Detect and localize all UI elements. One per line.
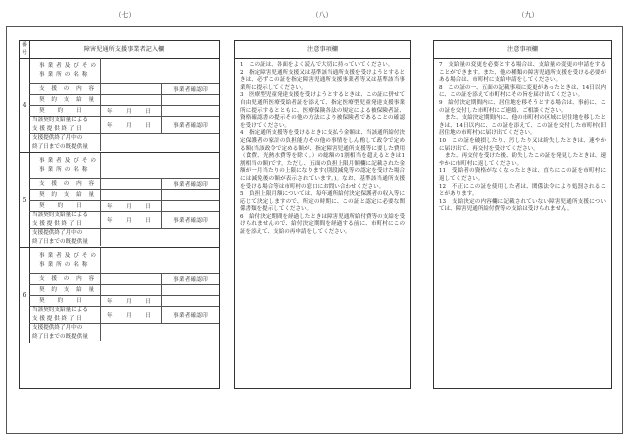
field-value <box>101 274 162 284</box>
record-number: 4 <box>20 58 30 152</box>
field-label-line: 事 業 所 の 名 称 <box>39 71 89 78</box>
note-item: また、支給決定期間内に、他の市町村の区域に居住地を移したときは、14日以内に、この証を添えて、この証を交付した市町村(旧居住地の市町村)に届け出てください。 <box>439 115 606 137</box>
provider-seal-label: 事業者確認印 <box>173 313 208 319</box>
note-item: 9 給付決定期間内に、居住地を移そうとする場合は、事前に、この証を交付した市町村にご連絡、ご相談ください。 <box>439 99 606 114</box>
field-label-line: 支 援 提 供 終 了 日 <box>32 126 82 132</box>
date-field: 年 月 日 <box>101 212 162 228</box>
field-label-line: 支 援 提 供 終 了 日 <box>32 316 82 322</box>
field-label: 契 約 日 <box>29 201 101 211</box>
date-field: 年 月 日 <box>101 307 162 323</box>
field-value <box>101 84 162 94</box>
provider-seal-label: 事業者確認印 <box>173 123 208 129</box>
notes-list <box>235 59 410 237</box>
field-label: 支 援 の 内 容 <box>29 274 101 284</box>
note-item: 2 指定障害児通所支援又は基準該当通所支援を受けようとするときは、必ずこの証を指定障害児通所支援事業者等又は基準該当事業所に提示してください。 <box>240 69 405 91</box>
field-label: 契 約 日 <box>29 296 101 306</box>
field-label-line: 当該契約支給量による <box>32 117 88 123</box>
notes-title: 注意事項欄 <box>434 41 611 59</box>
field-label-line: 支援提供終了月中の <box>32 229 83 236</box>
field-label-line: 終了日までの既提供量 <box>32 143 88 150</box>
field-label <box>29 117 101 133</box>
field-label-line: 支 援 提 供 終 了 日 <box>32 221 82 227</box>
field-label-line: 当該契約支給量による <box>32 212 88 218</box>
record-row-end-contract <box>29 212 219 229</box>
field-label: 支 援 の 内 容 <box>29 84 101 94</box>
field-label <box>29 212 101 228</box>
field-label <box>29 153 101 178</box>
record-row-provider <box>29 58 219 84</box>
notes-list <box>434 59 611 214</box>
notes-panel-8 <box>234 40 411 389</box>
record-row-used <box>29 324 219 341</box>
field-label-line: 事 業 者 及 び そ の <box>39 62 97 69</box>
note-item: 5 負担上限月額については、毎年通所給付決定保護者の収入等に応じて決定しますので、所定の時期に、この証と認定に必要な関係書類を提示してください。 <box>240 191 405 213</box>
field-label-line: 終了日までの既提供量 <box>32 238 88 245</box>
field-label-line: 事 業 者 及 び そ の <box>39 252 97 259</box>
note-item: 11 受給者の資格がなくなったときは、直ちにこの証を市町村に返してください。 <box>439 168 606 182</box>
record-number: 5 <box>20 153 30 247</box>
note-item: 3 医療型児童発達支援を受けようとするときは、この証に併せて自由児通所医療受給者証を添えて、指定医療型児童発達支援事業所に提示するとともに、医療保険各法の規定による被保険者証、資格確認書の提示その他の方法により被保険者であることの確認を受けてください。 <box>240 92 405 129</box>
note-item: また、再交付を受けた後、紛失したこの証を発見したときは、速やかに市町村に返してください。 <box>439 153 606 167</box>
provider-entry-title: 障害児通所支援事業者記入欄 <box>83 46 165 53</box>
note-item: 10 この証を破損したり、汚したり又は紛失したときは、速やかに届け出て、再交付を受けてください。 <box>439 137 606 152</box>
table-header <box>20 41 219 59</box>
field-label <box>29 134 101 151</box>
provider-record-group <box>20 248 219 343</box>
note-item: 6 給付決定期間を経過したときは障害児通所給付費等の支給を受けられませんので、給付決定期間を経過する前に、市町村にこの証を添えて、支給の再申請をしてください。 <box>240 213 405 236</box>
date-field: 年 月 日 <box>101 117 162 133</box>
field-label: 契 約 日 <box>29 106 101 116</box>
field-label: 支 援 の 内 容 <box>29 179 101 189</box>
provider-seal-label: 事業者確認印 <box>173 87 208 93</box>
field-label-line: 事 業 所 の 名 称 <box>39 166 89 173</box>
field-value <box>101 179 162 189</box>
record-number: 6 <box>20 248 30 343</box>
record-row-support <box>29 179 219 190</box>
record-row-contract <box>29 190 219 201</box>
record-row-provider <box>29 248 219 274</box>
field-label <box>29 307 101 323</box>
field-value <box>101 95 162 105</box>
field-label-line: 事 業 所 の 名 称 <box>39 261 89 268</box>
field-label: 契 約 支 給 量 <box>29 190 101 200</box>
record-row-used <box>29 134 219 151</box>
date-field: 年 月 日 <box>101 296 162 306</box>
notes-title: 注意事項欄 <box>235 41 410 59</box>
note-item: 8 この証の一、五面の記載事項に変更があったときは、14日以内に、この証を添えて市町村にその旨を届け出てください。 <box>439 84 606 99</box>
record-row-support <box>29 274 219 285</box>
notes-panel-9 <box>433 40 612 389</box>
field-label-line: 終了日までの既提供量 <box>32 333 88 340</box>
date-field: 年 月 日 <box>101 201 162 211</box>
field-label: 契 約 支 給 量 <box>29 285 101 295</box>
field-label <box>29 248 101 273</box>
field-label-line: 事 業 者 及 び そ の <box>39 157 97 164</box>
page-number-9: （九） <box>517 11 539 19</box>
note-item: 13 支給決定の内容欄に記載されていない障害児通所支援については、障害児通所給付費等の支給は受けられません。 <box>439 198 606 213</box>
field-label <box>29 324 101 341</box>
record-row-end-contract <box>29 117 219 134</box>
record-row-contract <box>29 95 219 106</box>
note-item: 1 この証は、各面をよく読んで大切に持っていてください。 <box>240 62 394 68</box>
field-label <box>29 58 101 83</box>
provider-record-group <box>20 58 219 153</box>
field-value <box>101 190 162 200</box>
record-row-used <box>29 229 219 246</box>
note-item: 12 不正にこの証を使用した者は、関係法令により処罰されることがあります。 <box>439 183 606 198</box>
record-row-end-contract <box>29 307 219 324</box>
note-item: 4 指定通所支援等を受けるときに支払う金額は、当該通所給付決定保護者の家計の負担能力その他の事情をしん酌して政令で定める額(当該政令で定める額が、指定障害児通所支援等に要した費用（食費、光熱水費等を除く。）の総額の1割相当を超えるときは1割相当の額)です。ただし、五面の負担上限月額欄に記載された金額が一月当たりの上限になります(別段減免等の認定を受けた場合には減免後の額が表示されています。)。なお、基準該当通所支援を受ける場合等は市町村の窓口にお問い合わせください。 <box>240 130 405 190</box>
record-row-contract <box>29 285 219 296</box>
field-label-line: 当該契約支給量による <box>32 307 88 313</box>
provider-seal-label: 事業者確認印 <box>173 277 208 283</box>
field-label-line: 支援提供終了月中の <box>32 134 83 141</box>
record-row-provider <box>29 153 219 179</box>
field-label <box>29 229 101 246</box>
provider-record-group <box>20 153 219 248</box>
number-header: 番号 <box>20 41 30 58</box>
provider-seal-label: 事業者確認印 <box>173 218 208 224</box>
date-field: 年 月 日 <box>101 106 162 116</box>
page-number-8: （八） <box>311 11 333 19</box>
record-row-support <box>29 84 219 95</box>
page-number-7: （七） <box>114 11 136 19</box>
provider-seal-label: 事業者確認印 <box>173 182 208 188</box>
field-value <box>101 285 162 295</box>
provider-entry-panel <box>19 40 220 389</box>
field-label: 契 約 支 給 量 <box>29 95 101 105</box>
note-item: 7 支給量の変更を必要とする場合は、支給量の変更の申請をすることができます。また、他の種類の障害児通所支援を受ける必要がある場合は、市町村に支給申請をしてください。 <box>439 62 606 84</box>
field-label-line: 支援提供終了月中の <box>32 324 83 331</box>
